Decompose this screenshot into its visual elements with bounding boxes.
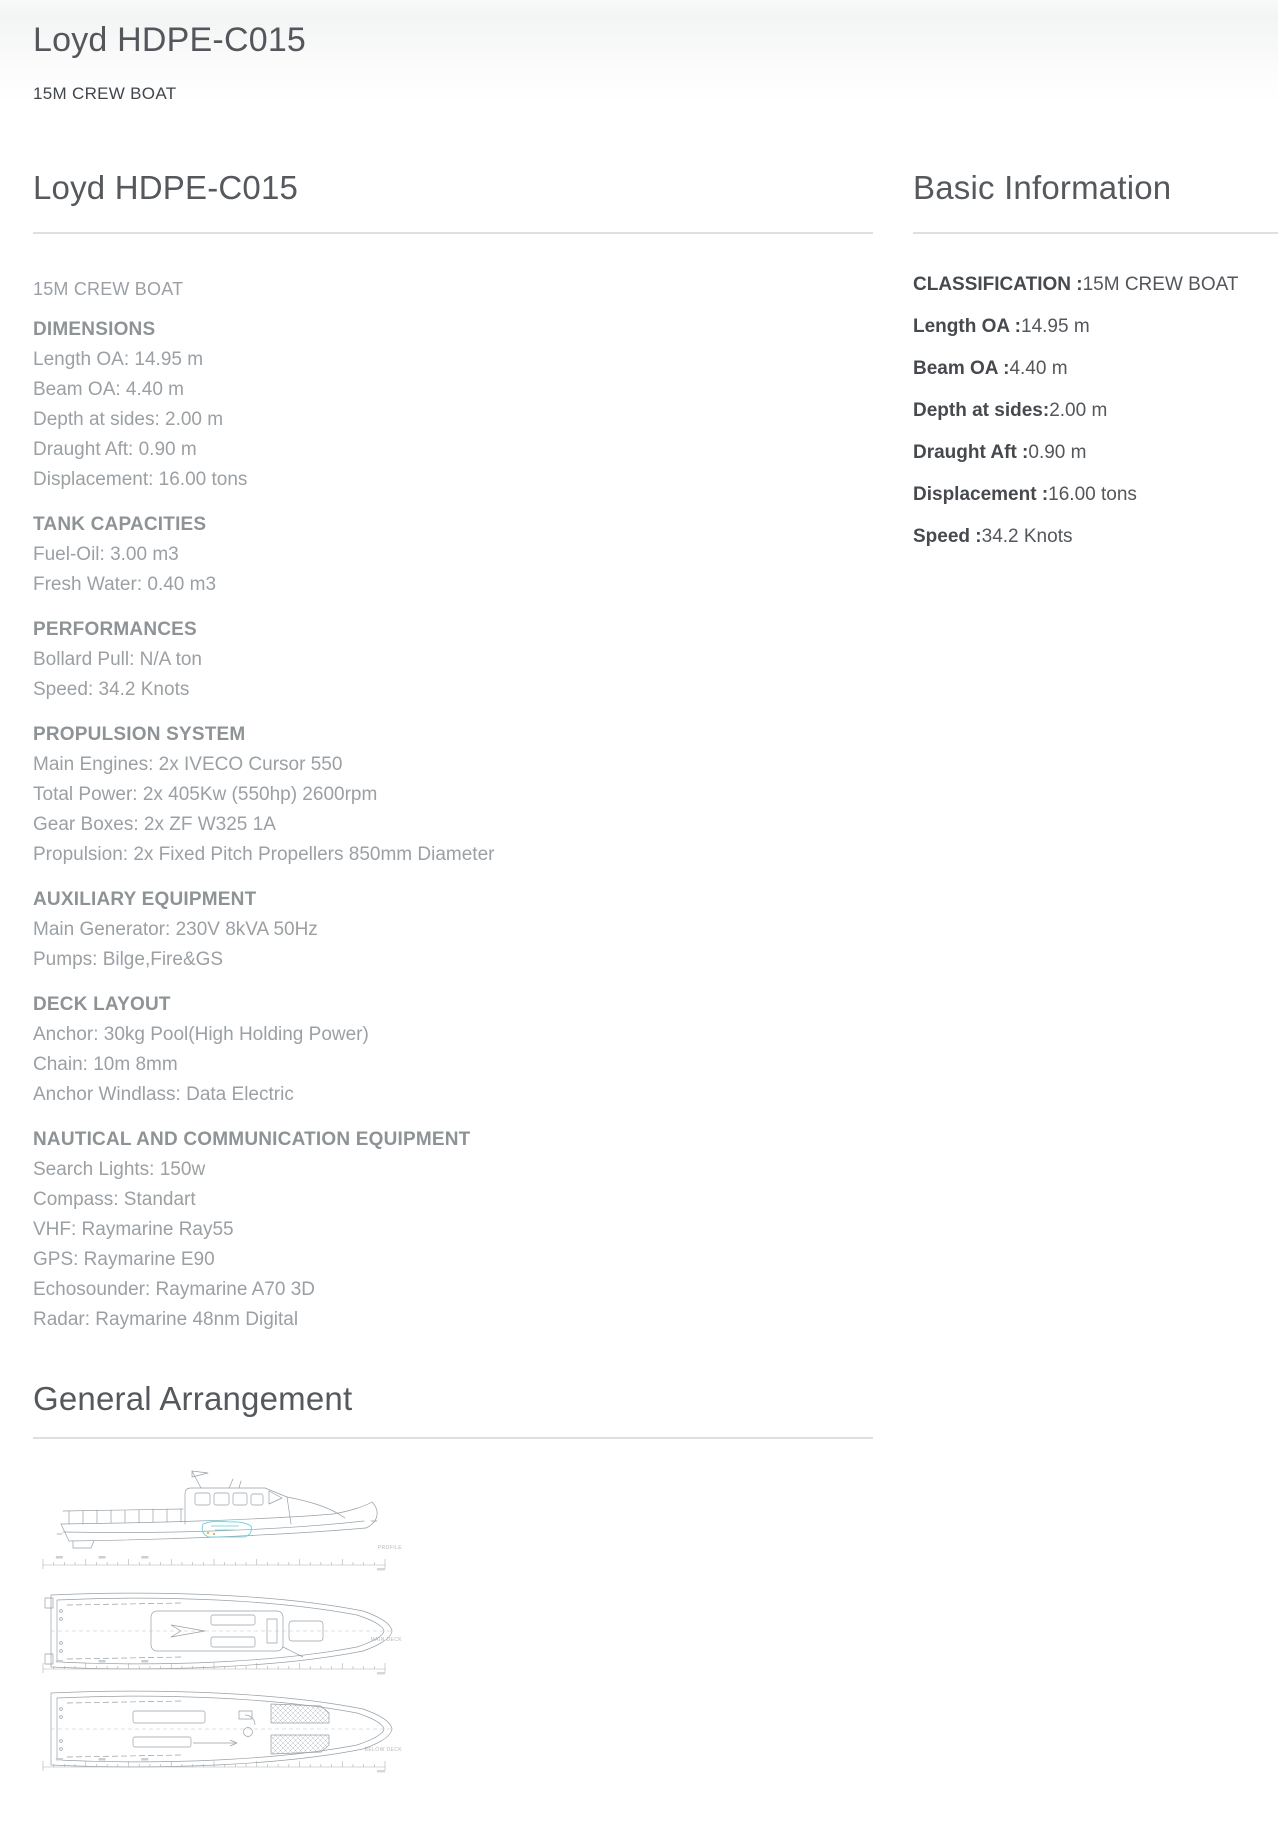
spec-item: Propulsion: 2x Fixed Pitch Propellers 850mm Diameter [33, 844, 495, 865]
spec-section-title: NAUTICAL AND COMMUNICATION EQUIPMENT [33, 1129, 471, 1150]
spec-item: Main Engines: 2x IVECO Cursor 550 [33, 754, 343, 775]
spec-section-title: TANK CAPACITIES [33, 514, 207, 535]
scale-ruler [43, 1556, 385, 1571]
info-row [913, 264, 1278, 306]
spec-item: Draught Aft: 0.90 m [33, 439, 197, 460]
divider [913, 232, 1278, 234]
spec-item: Depth at sides: 2.00 m [33, 409, 224, 430]
page-title: Loyd HDPE-C015 [33, 21, 307, 59]
general-arrangement-drawings [33, 1464, 1278, 1775]
info-label: CLASSIFICATION : [913, 274, 1083, 295]
specs-heading: Loyd HDPE-C015 [33, 169, 299, 206]
spec-item: Compass: Standart [33, 1189, 196, 1210]
info-row [913, 432, 1278, 474]
info-value: 4.40 m [1009, 358, 1068, 379]
main-deck-drawing [33, 1585, 403, 1677]
spec-group [33, 885, 873, 975]
spec-item: Fresh Water: 0.40 m3 [33, 574, 217, 595]
info-value: 0.90 m [1028, 442, 1087, 463]
info-label: Depth at sides: [913, 400, 1050, 421]
spec-section-title: DECK LAYOUT [33, 994, 171, 1015]
spec-item: Anchor: 30kg Pool(High Holding Power) [33, 1024, 369, 1045]
spec-group [33, 720, 873, 870]
engine-marker [207, 1532, 210, 1535]
spec-item: Radar: Raymarine 48nm Digital [33, 1309, 299, 1330]
spec-group [33, 510, 873, 600]
info-row [913, 306, 1278, 348]
spec-section-title: PERFORMANCES [33, 619, 197, 640]
spec-item: GPS: Raymarine E90 [33, 1249, 215, 1270]
content [0, 170, 1278, 1335]
spec-section-title: DIMENSIONS [33, 319, 156, 340]
spec-item: Gear Boxes: 2x ZF W325 1A [33, 814, 276, 835]
spec-item: Beam OA: 4.40 m [33, 379, 185, 400]
spec-item: Search Lights: 150w [33, 1159, 206, 1180]
specs-intro: 15M CREW BOAT [33, 279, 184, 299]
boat-profile-drawing [33, 1464, 403, 1579]
spec-item: Speed: 34.2 Knots [33, 679, 190, 700]
info-value: 15M CREW BOAT [1082, 274, 1239, 295]
spec-item: Main Generator: 230V 8kVA 50Hz [33, 919, 318, 940]
general-arrangement-section [0, 1381, 1278, 1775]
drawing-label: BELOW DECK [364, 1747, 402, 1753]
spec-item: VHF: Raymarine Ray55 [33, 1219, 234, 1240]
spec-item: Length OA: 14.95 m [33, 349, 204, 370]
spec-item: Pumps: Bilge,Fire&GS [33, 949, 224, 970]
divider [33, 232, 873, 234]
page-header [0, 0, 1278, 104]
spec-item: Fuel-Oil: 3.00 m3 [33, 544, 179, 565]
info-row [913, 516, 1278, 558]
drawing-label: MAIN DECK [370, 1637, 402, 1643]
info-label: Draught Aft : [913, 442, 1029, 463]
info-label: Length OA : [913, 316, 1021, 337]
spec-section-title: PROPULSION SYSTEM [33, 724, 246, 745]
spec-group [33, 615, 873, 705]
info-row [913, 390, 1278, 432]
spec-section-title: AUXILIARY EQUIPMENT [33, 889, 257, 910]
info-value: 16.00 tons [1048, 484, 1137, 505]
spec-sections [33, 315, 873, 1335]
specs-column [33, 170, 873, 1335]
basic-info-rows [913, 264, 1278, 558]
engine-marker [213, 1533, 215, 1535]
info-row [913, 474, 1278, 516]
spec-group [33, 1125, 873, 1335]
info-row [913, 348, 1278, 390]
drawing-label: PROFILE [377, 1545, 402, 1551]
general-arrangement-heading: General Arrangement [33, 1380, 353, 1417]
basic-info-heading: Basic Information [913, 169, 1172, 206]
info-label: Beam OA : [913, 358, 1010, 379]
spec-item: Total Power: 2x 405Kw (550hp) 2600rpm [33, 784, 378, 805]
spec-item: Echosounder: Raymarine A70 3D [33, 1279, 315, 1300]
page-subtitle: 15M CREW BOAT [33, 84, 177, 103]
spec-group [33, 315, 873, 495]
info-value: 2.00 m [1049, 400, 1108, 421]
info-value: 34.2 Knots [981, 526, 1073, 547]
spec-item: Anchor Windlass: Data Electric [33, 1084, 294, 1105]
divider [33, 1437, 873, 1439]
below-deck-drawing [33, 1683, 403, 1775]
info-label: Speed : [913, 526, 982, 547]
basic-info-panel [913, 170, 1278, 1335]
info-label: Displacement : [913, 484, 1049, 505]
spec-group [33, 990, 873, 1110]
info-value: 14.95 m [1021, 316, 1090, 337]
spec-item: Chain: 10m 8mm [33, 1054, 178, 1075]
spec-item: Displacement: 16.00 tons [33, 469, 248, 490]
spec-item: Bollard Pull: N/A ton [33, 649, 202, 670]
